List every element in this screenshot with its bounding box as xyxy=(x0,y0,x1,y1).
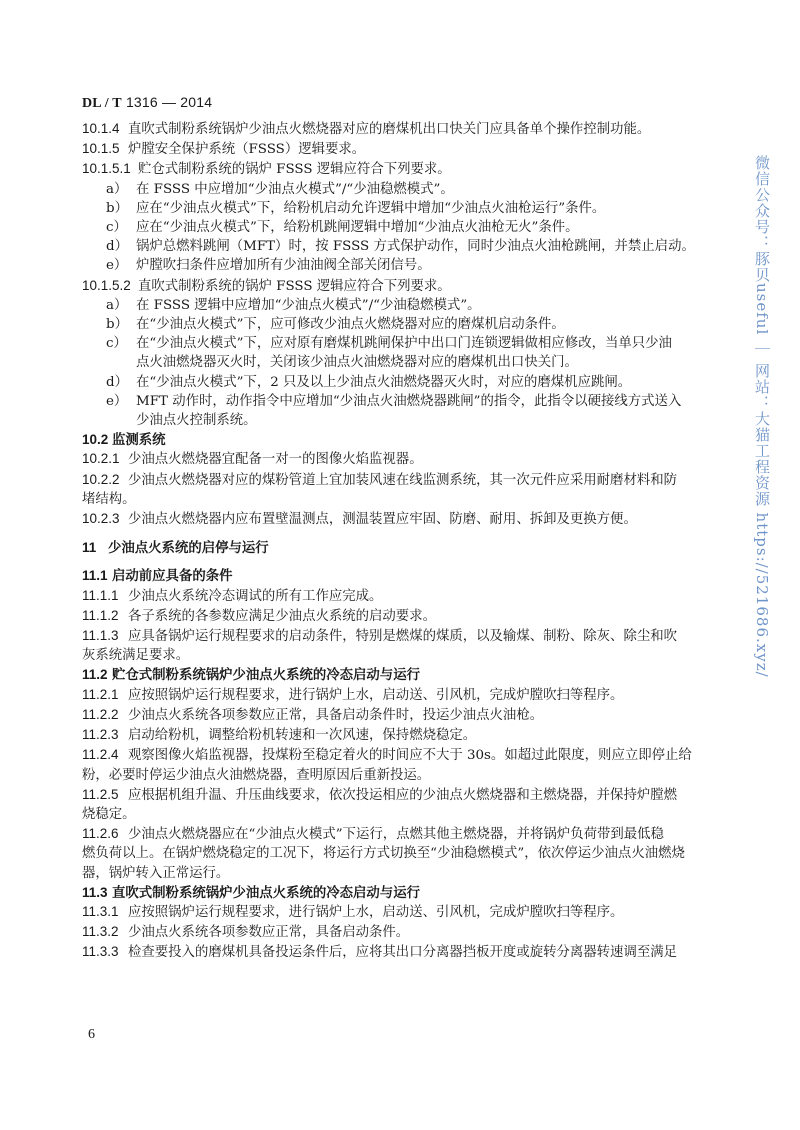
clause-number: 10.1.5 xyxy=(82,141,120,157)
clause-text: 各子系统的各参数应满足少油点火系统的启动要求。 xyxy=(128,608,436,624)
item-label: d） xyxy=(106,239,128,255)
section-heading-11-1 xyxy=(82,566,720,585)
item-text: 在 FSSS 逻辑中应增加“少油点火模式”/“少油稳燃模式”。 xyxy=(136,297,481,313)
item-label: a） xyxy=(106,297,128,313)
section-heading-11-2 xyxy=(82,665,720,684)
chapter-title: 少油点火系统的启停与运行 xyxy=(108,540,269,556)
clause-text: 直吹式制粉系统锅炉少油点火燃烧器对应的磨煤机出口快关门应具备单个操作控制功能。 xyxy=(128,122,651,137)
item-text: 在“少油点火模式”下，应对原有磨煤机跳闸保护中出口门连锁逻辑做相应修改，当单只少油 xyxy=(136,336,672,352)
list-item xyxy=(82,256,720,275)
clause-number: 11.3.1 xyxy=(82,903,119,919)
item-text: 在 FSSS 中应增加“少油点火模式”/“少油稳燃模式”。 xyxy=(136,181,454,197)
list-item xyxy=(82,296,720,315)
vertical-watermark: 微信公众号：豚贝useful ｜ 网站：大猫工程资源 https://521686.xyz/ xyxy=(753,155,771,678)
clause-11-2-5 xyxy=(82,785,720,805)
clause-continuation: 器，锅炉转入正常运行。 xyxy=(82,865,230,881)
list-item xyxy=(82,199,720,218)
list-item xyxy=(82,180,720,199)
chapter-number: 11 xyxy=(82,540,97,556)
clause-text: 观察图像火焰监视器，投煤粉至稳定着火的时间应不大于 30s。如超过此限度，则应立即停止给 xyxy=(128,748,692,764)
item-text: MFT 动作时，动作指令中应增加“少油点火油燃烧器跳闸”的指令，此指令以硬接线方式送入 xyxy=(136,393,682,409)
clause-11-1-2 xyxy=(82,606,720,626)
clause-text: 检查要投入的磨煤机具备投运条件后，应将其出口分离器挡板开度或旋转分离器转速调至满足 xyxy=(128,945,678,961)
item-label: e） xyxy=(106,258,128,274)
clause-continuation: 灰系统满足要求。 xyxy=(82,648,190,664)
doc-code-prefix: DL / T xyxy=(82,96,122,111)
clause-number: 11.3.3 xyxy=(82,944,119,960)
list-item-continuation: 点火油燃烧器灭火时，关闭该少油点火油燃烧器对应的磨煤机出口快关门。 xyxy=(136,355,578,371)
section-number: 11.1 xyxy=(82,568,108,584)
clause-10-1-5-2 xyxy=(82,276,720,296)
section-title: 启动前应具备的条件 xyxy=(112,568,233,584)
section-number: 10.2 xyxy=(82,432,109,448)
clause-text: 应具备锅炉运行规程要求的启动条件，特别是燃煤的煤质，以及输煤、制粉、除灰、除尘和吹 xyxy=(128,629,678,645)
clause-number: 10.2.3 xyxy=(82,511,120,527)
clause-11-2-2 xyxy=(82,705,720,725)
item-text: 在“少油点火模式”下，2 只及以上少油点火油燃烧器灭火时，对应的磨煤机应跳闸。 xyxy=(136,374,632,390)
list-item-continuation: 少油点火控制系统。 xyxy=(136,413,257,429)
chapter-heading-11 xyxy=(82,538,720,557)
item-label: c） xyxy=(106,220,127,236)
clause-text: 少油点火系统各项参数应正常，具备启动条件。 xyxy=(128,925,410,941)
clause-number: 11.2.6 xyxy=(82,826,119,842)
clause-number: 11.1.1 xyxy=(82,587,119,603)
list-item xyxy=(82,373,720,392)
clause-11-1-1 xyxy=(82,586,720,606)
clause-number: 11.2.2 xyxy=(82,706,119,722)
item-label: a） xyxy=(106,181,128,197)
item-text: 锅炉总燃料跳闸（MFT）时，按 FSSS 方式保护动作，同时少油点火油枪跳闸，并禁止启动。 xyxy=(136,239,695,255)
item-label: b） xyxy=(106,317,128,333)
clause-11-1-3 xyxy=(82,626,720,646)
section-title: 贮仓式制粉系统锅炉少油点火系统的冷态启动与运行 xyxy=(112,667,420,683)
item-label: c） xyxy=(106,336,127,352)
clause-text: 少油点火燃烧器内应布置壁温测点，测温装置应牢固、防磨、耐用、拆卸及更换方便。 xyxy=(128,512,637,528)
clause-text: 炉膛安全保护系统（FSSS）逻辑要求。 xyxy=(128,142,366,158)
clause-number: 10.2.1 xyxy=(82,451,120,467)
clause-number: 11.2.4 xyxy=(82,747,119,763)
clause-number: 11.1.2 xyxy=(82,607,119,623)
list-item xyxy=(82,237,720,256)
clause-text: 应根据机组升温、升压曲线要求，依次投运相应的少油点火燃烧器和主燃烧器，并保持炉膛燃 xyxy=(128,787,678,803)
clause-continuation: 燃负荷以上。在锅炉燃烧稳定的工况下，将运行方式切换至“少油稳燃模式”，依次停运少油点火油燃烧 xyxy=(82,846,685,862)
clause-number: 11.2.5 xyxy=(82,786,119,802)
clause-text: 直吹式制粉系统的锅炉 FSSS 逻辑应符合下列要求。 xyxy=(138,278,451,294)
section-title: 直吹式制粉系统锅炉少油点火系统的冷态启动与运行 xyxy=(112,884,420,900)
page-number: 6 xyxy=(88,1027,95,1042)
section-title: 监测系统 xyxy=(112,432,166,448)
clause-text: 应按照锅炉运行规程要求，进行锅炉上水，启动送、引风机，完成炉膛吹扫等程序。 xyxy=(128,687,624,703)
clause-10-1-4 xyxy=(82,119,720,139)
section-heading-11-3 xyxy=(82,883,720,902)
clause-continuation: 堵结构。 xyxy=(82,491,136,507)
item-text: 应在“少油点火模式”下，给粉机启动允许逻辑中增加“少油点火油枪运行”条件。 xyxy=(136,200,606,216)
clause-11-3-2 xyxy=(82,922,720,942)
clause-text: 贮仓式制粉系统的锅炉 FSSS 逻辑应符合下列要求。 xyxy=(138,162,451,178)
clause-number: 11.3.2 xyxy=(82,924,119,940)
clause-11-3-3 xyxy=(82,942,720,962)
item-label: b） xyxy=(106,200,128,216)
clause-10-1-5-1 xyxy=(82,159,720,179)
clause-text: 应按照锅炉运行规程要求，进行锅炉上水，启动送、引风机，完成炉膛吹扫等程序。 xyxy=(128,904,624,920)
clause-10-1-5 xyxy=(82,139,720,159)
list-item xyxy=(82,315,720,334)
clause-text: 启动给粉机，调整给粉机转速和一次风速，保持燃烧稳定。 xyxy=(128,728,477,744)
clause-number: 10.1.4 xyxy=(82,121,120,136)
clause-11-2-1 xyxy=(82,685,720,705)
clause-number: 11.1.3 xyxy=(82,628,119,644)
item-text: 炉膛吹扫条件应增加所有少油油阀全部关闭信号。 xyxy=(136,258,431,274)
doc-code-number: 1316 — 2014 xyxy=(121,94,213,110)
section-number: 11.3 xyxy=(82,884,108,900)
clause-11-2-6 xyxy=(82,824,720,844)
list-item xyxy=(82,218,720,237)
item-text: 应在“少油点火模式”下，给粉机跳闸逻辑中增加“少油点火油枪无火”条件。 xyxy=(136,220,579,236)
document-header xyxy=(82,94,212,112)
clause-number: 11.2.1 xyxy=(82,686,119,702)
section-number: 11.2 xyxy=(82,667,108,683)
clause-text: 少油点火系统各项参数应正常，具备启动条件时，投运少油点火油枪。 xyxy=(128,707,544,723)
clause-text: 少油点火燃烧器对应的煤粉管道上宜加装风速在线监测系统，其一次元件应采用耐磨材料和防 xyxy=(128,472,678,488)
document-body xyxy=(82,119,720,963)
item-label: d） xyxy=(106,374,128,390)
item-label: e） xyxy=(106,393,128,409)
section-heading-10-2 xyxy=(82,430,720,449)
clause-number: 10.1.5.1 xyxy=(82,161,131,177)
clause-10-2-3 xyxy=(82,509,720,529)
clause-11-3-1 xyxy=(82,902,720,922)
list-item xyxy=(82,334,720,353)
clause-text: 少油点火燃烧器应在“少油点火模式”下运行，点燃其他主燃烧器，并将锅炉负荷带到最低稳 xyxy=(128,827,664,843)
clause-text: 少油点火系统冷态调试的所有工作应完成。 xyxy=(128,588,383,604)
list-item xyxy=(82,392,720,411)
clause-text: 少油点火燃烧器宜配备一对一的图像火焰监视器。 xyxy=(128,452,423,468)
clause-11-2-3 xyxy=(82,725,720,745)
item-text: 在“少油点火模式”下，应可修改少油点火燃烧器对应的磨煤机启动条件。 xyxy=(136,317,565,333)
clause-10-2-2 xyxy=(82,470,720,490)
clause-number: 10.1.5.2 xyxy=(82,277,131,293)
clause-number: 10.2.2 xyxy=(82,471,120,487)
clause-number: 11.2.3 xyxy=(82,727,119,743)
clause-continuation: 烧稳定。 xyxy=(82,806,136,822)
clause-continuation: 粉，必要时停运少油点火油燃烧器，查明原因后重新投运。 xyxy=(82,767,431,783)
clause-11-2-4 xyxy=(82,745,720,765)
clause-10-2-1 xyxy=(82,449,720,469)
